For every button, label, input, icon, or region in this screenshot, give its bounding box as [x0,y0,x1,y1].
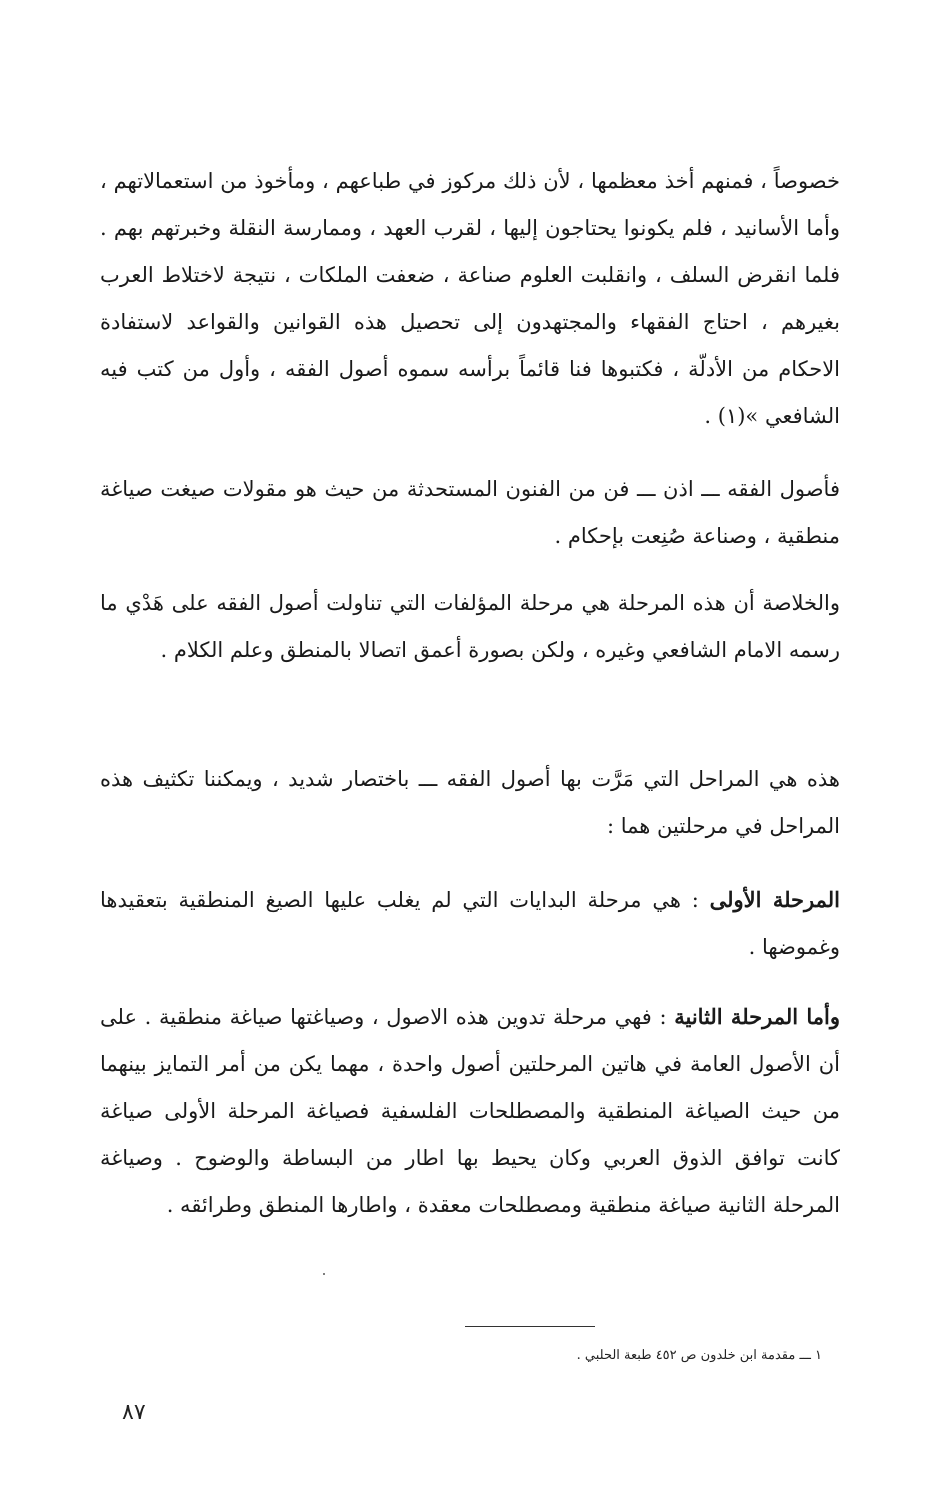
paragraph-3 [100,580,840,674]
paragraph-6-lead: وأما المرحلة الثانية [674,1004,840,1029]
paragraph-3-text: والخلاصة أن هذه المرحلة هي مرحلة المؤلفات التي تناولت أصول الفقه على هَدْي ما رسمه الامام الشافعي وغيره ، ولكن بصورة أعمق اتصالا بالمنطق وعلم الكلام . [100,591,840,662]
paragraph-5-text: : هي مرحلة البدايات التي لم يغلب عليها الصيغ المنطقية بتعقيدها وغموضها . [100,888,840,959]
paragraph-6-text: : فهي مرحلة تدوين هذه الاصول ، وصياغتها صياغة منطقية . على أن الأصول العامة في هاتين المرحلتين أصول واحدة ، مهما يكن من أمر التمايز بينهما من حيث الصياغة المنطقية والمصطلحات الفلسفية فصياغة المرحلة الأولى صياغة كانت توافق الذوق العربي وكان يحيط بها اطار من البساطة والوضوح . وصياغة المرحلة الثانية صياغة منطقية ومصطلحات معقدة ، واطارها المنطق وطرائقه . [100,1005,840,1217]
paragraph-6 [100,993,840,1229]
paragraph-5-lead: المرحلة الأولى [709,887,840,912]
print-speck [323,1273,325,1275]
paragraph-4 [100,756,840,850]
paragraph-4-text: هذه هي المراحل التي مَرَّت بها أصول الفقه ـــ باختصار شديد ، ويمكننا تكثيف هذه المراحل في مرحلتين هما : [100,767,840,838]
paragraph-1-text: خصوصاً ، فمنهم أخذ معظمها ، لأن ذلك مركوز في طباعهم ، ومأخوذ من استعمالاتهم ، وأما الأسانيد ، فلم يكونوا يحتاجون إليها ، لقرب العهد ، وممارسة النقلة وخبرتهم بهم . فلما انقرض السلف ، وانقلبت العلوم صناعة ، ضعفت الملكات ، نتيجة لاختلاط العرب بغيرهم ، احتاج الفقهاء والمجتهدون إلى تحصيل هذه القوانين والقواعد لاستفادة الاحكام من الأدلّة ، فكتبوها فنا قائماً برأسه سموه أصول الفقه ، وأول من كتب فيه الشافعي »(١) . [100,169,840,428]
paragraph-5 [100,876,840,971]
footnote: ١ ـــ مقدمة ابن خلدون ص ٤٥٢ طبعة الحلبي . [576,1348,822,1363]
page-number: ٨٧ [122,1400,146,1425]
footnote-separator [465,1326,595,1327]
paragraph-1 [100,158,840,440]
paragraph-2 [100,466,840,560]
paragraph-2-text: فأصول الفقه ـــ اذن ـــ فن من الفنون المستحدثة من حيث هو مقولات صيغت صياغة منطقية ، وصناعة صُنِعت بإحكام . [100,477,840,548]
